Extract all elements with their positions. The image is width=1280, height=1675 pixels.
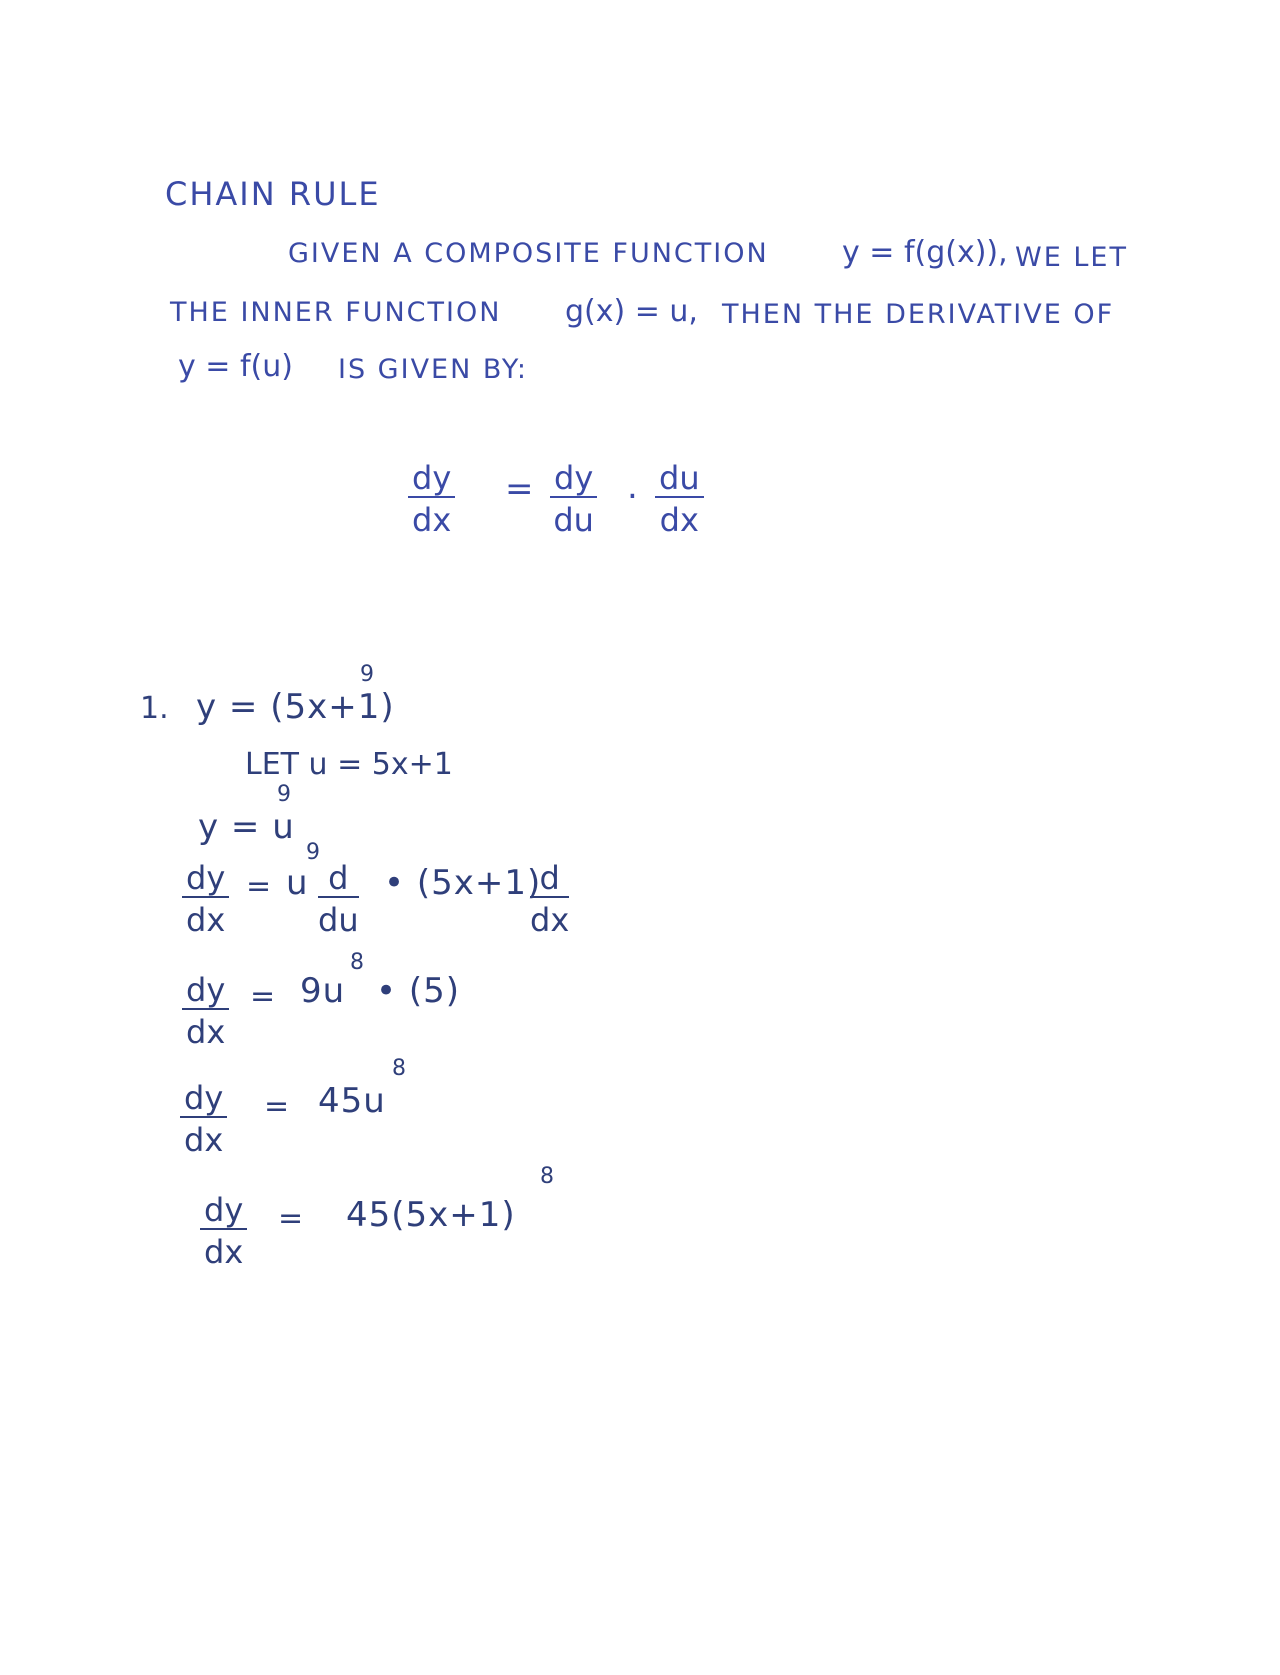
formula-dot: . bbox=[627, 467, 639, 507]
step2-lhs-denominator: dx bbox=[186, 1013, 226, 1051]
step1-d-du-fraction bbox=[318, 859, 359, 939]
step1-exponent: 9 bbox=[306, 840, 320, 865]
page-title: CHAIN RULE bbox=[165, 175, 381, 213]
formula-equals: = bbox=[505, 469, 535, 509]
step3-exponent: 8 bbox=[392, 1056, 406, 1081]
step1-lhs-numerator: dy bbox=[182, 862, 229, 898]
definition-line-2c: THEN THE DERIVATIVE OF bbox=[722, 299, 1115, 330]
definition-line-2a: THE INNER FUNCTION bbox=[170, 297, 502, 328]
step2-exponent: 8 bbox=[350, 950, 364, 975]
step4-rhs: 45(5x+1) bbox=[346, 1195, 516, 1235]
step3-rhs: 45u bbox=[318, 1081, 386, 1121]
example-given-exponent: 9 bbox=[360, 662, 374, 687]
formula-r2-denominator: dx bbox=[659, 501, 699, 539]
step4-lhs-fraction bbox=[200, 1191, 247, 1271]
step3-lhs-denominator: dx bbox=[184, 1121, 224, 1159]
step1-lhs-fraction bbox=[182, 859, 229, 939]
step1-equals: = bbox=[246, 869, 272, 904]
step1-d-dx-denominator: dx bbox=[530, 901, 570, 939]
definition-line-1b: y = f(g(x)), bbox=[842, 235, 1008, 270]
step4-exponent: 8 bbox=[540, 1164, 554, 1189]
formula-lhs-denominator: dx bbox=[412, 501, 452, 539]
step2-lhs-fraction bbox=[182, 971, 229, 1051]
step3-equals: = bbox=[264, 1089, 290, 1124]
example-given: y = (5x+1) bbox=[196, 687, 395, 727]
step1-base: u bbox=[286, 863, 309, 903]
step2-rest: • (5) bbox=[376, 971, 461, 1011]
step1-lhs-denominator: dx bbox=[186, 901, 226, 939]
step1-d-dx-numerator: d bbox=[530, 862, 569, 898]
definition-line-3a: y = f(u) bbox=[178, 349, 293, 384]
example-number: 1. bbox=[140, 691, 169, 726]
step1-d-du-numerator: d bbox=[318, 862, 359, 898]
step1-d-dx-fraction bbox=[530, 859, 570, 939]
definition-line-3b: IS GIVEN BY: bbox=[338, 354, 528, 385]
example-substitution: y = u bbox=[198, 807, 295, 847]
step1-d-du-denominator: du bbox=[318, 901, 359, 939]
step4-lhs-numerator: dy bbox=[200, 1194, 247, 1230]
formula-r2-numerator: du bbox=[655, 462, 704, 498]
definition-line-1a: GIVEN A COMPOSITE FUNCTION bbox=[288, 238, 769, 269]
example-let: LET u = 5x+1 bbox=[245, 747, 453, 782]
example-substitution-exponent: 9 bbox=[277, 782, 291, 807]
formula-r1-denominator: du bbox=[553, 501, 594, 539]
formula-lhs-numerator: dy bbox=[408, 462, 455, 498]
definition-line-1c: WE LET bbox=[1015, 242, 1128, 273]
step3-lhs-numerator: dy bbox=[180, 1082, 227, 1118]
step4-equals: = bbox=[278, 1201, 304, 1236]
formula-r2-fraction bbox=[655, 459, 704, 539]
step3-lhs-fraction bbox=[180, 1079, 227, 1159]
step4-lhs-denominator: dx bbox=[204, 1233, 244, 1271]
formula-r1-numerator: dy bbox=[550, 462, 597, 498]
definition-line-2b: g(x) = u, bbox=[565, 294, 698, 329]
step1-middle: • (5x+1) bbox=[384, 863, 542, 903]
step2-rhs: 9u bbox=[300, 971, 346, 1011]
formula-r1-fraction bbox=[550, 459, 597, 539]
formula-lhs-fraction bbox=[408, 459, 455, 539]
step2-lhs-numerator: dy bbox=[182, 974, 229, 1010]
step2-equals: = bbox=[250, 979, 276, 1014]
